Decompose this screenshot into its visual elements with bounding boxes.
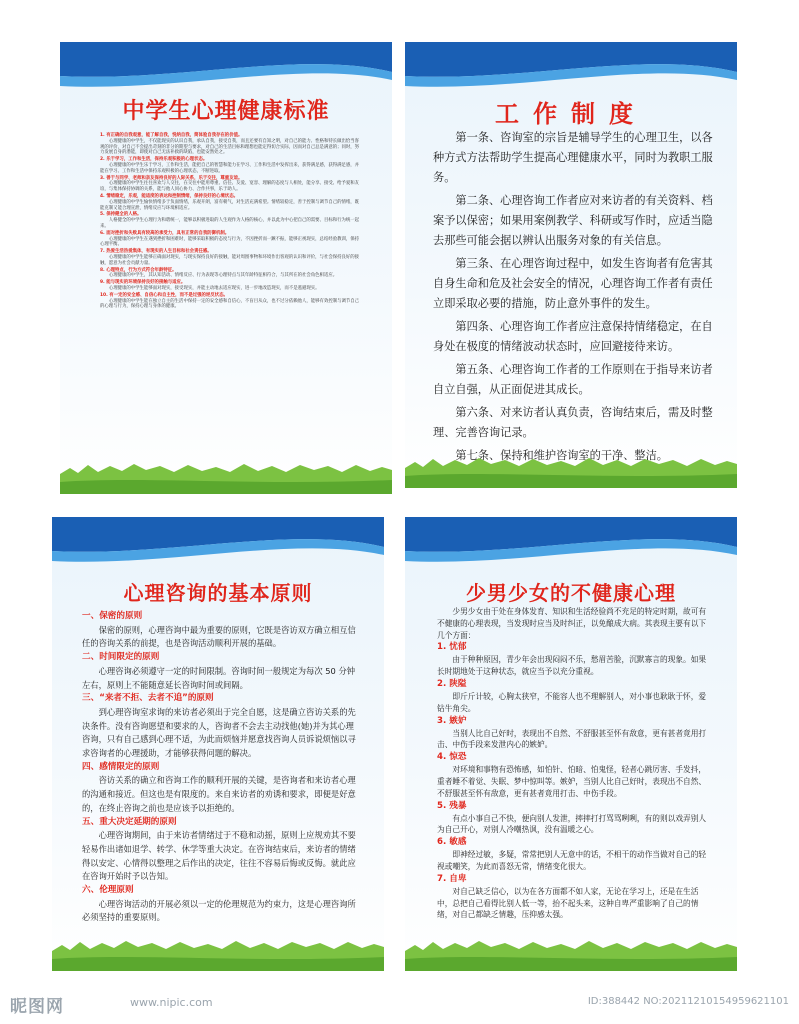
item-text: 心理健康的中学生在遇到挫折和困难时，能够采取积极的态度与行为，不因挫折而一蹶不振，能够正视现实，总结经验教训，保持心理平衡。 — [100, 236, 360, 248]
rule-article: 第四条、心理咨询工作者应注意保持情绪稳定，在自身处在极度的情绪波动状态时，应回避接待来访。 — [433, 320, 713, 353]
item-heading: 五、重大决定延期的原则 — [82, 816, 177, 827]
item-heading: 二、时间限定的原则 — [82, 652, 160, 663]
item-heading: 六、伦理原则 — [82, 885, 134, 896]
item-text: 人格健全的中学生心理行为和谐统一，能够以积极进取的人生观作为人格的核心，并以此为中心把自己的需要、目标和行为统一起来。 — [100, 218, 360, 229]
item-heading: 1. 有正确的自我观意，能了解自我，悦纳自我，简体验自我存在的价值。 — [100, 133, 243, 138]
item-heading: 5. 保持健全的人格。 — [100, 212, 142, 218]
item-heading: 3. 嫉妒 — [437, 715, 467, 726]
intro-paragraph: 少男少女由于处在身体发育、知识和生活经验尚不充足的特定时期，故可有不健康的心理表现，当发现时应当及时纠正，以免酿成大病。其表现主要有以下几个方面： — [437, 607, 707, 640]
standards-list — [100, 132, 360, 310]
unhealthy-list — [437, 606, 713, 921]
item-text: 心理咨询活动的开展必须以一定的伦理规范为约束力，这是心理咨询所必须坚持的重要原则。 — [82, 898, 356, 923]
item-heading: 9. 能与现实的环境保持良好的接触与适应。 — [100, 280, 186, 286]
watermark-logo: 昵图网 — [10, 997, 64, 1017]
item-text: 对自己缺乏信心，以为在各方面都不如人家，无论在学习上，还是在生活中，总把自己看得比别人低一等，抬不起头来，这种自卑严重影响了自己的情绪，对自己都缺乏情趣，压抑感太强。 — [437, 886, 699, 920]
item-text: 即斤斤计较，心胸太狭窄，不能容人也不理解别人，对小事也耿耿于怀，爱钻牛角尖。 — [437, 691, 707, 713]
item-text: 咨访关系的确立和咨询工作的顺利开展的关键，是咨询者和来访者心理的沟通和接近。但这也是有限度的。来自来访者的劝诱和要求，即便是好意的，在终止咨询之前也是应该予以拒绝的。 — [82, 775, 356, 813]
watermark-url: www.nipic.com — [130, 996, 213, 1009]
poster-work-rules — [405, 42, 737, 488]
item-heading: 7. 自卑 — [437, 873, 467, 884]
poster-title: 工作制度 — [495, 100, 647, 128]
item-text: 到心理咨询室求询的来访者必须出于完全自愿，这是确立咨访关系的先决条件。没有咨询愿望和要求的人，咨询者不会去主动找他(她)并为其心理咨询，只有自己感到心理不适，为此而烦恼并愿意找咨询人员诉说烦恼以寻求咨询者的心理援助，才能够获得问题的解决。 — [82, 706, 356, 759]
item-heading: 1. 忧郁 — [437, 642, 467, 653]
item-heading: 一、保密的原则 — [82, 611, 143, 621]
item-text: 心理健康的中学生能在独立自主的生活中保持一定的安全感和自信心，不盲目从众，也不过分依赖他人，能够有效控制与调节自己的心理与行为，保持心理与身体的健康。 — [100, 298, 360, 310]
item-text: 保密的原则，心理咨询中最为重要的原则，它既是咨访双方确立相互信任的咨询关系的前提，也是咨询活动顺利开展的基础。 — [82, 624, 356, 649]
item-text: 当别人比自己好时，表现出不自然、不舒服甚至怀有敌意，更有甚者竟用打击、中伤手段来发泄内心的嫉妒。 — [437, 728, 707, 750]
item-heading: 2. 陕隘 — [437, 678, 467, 689]
poster-title: 心理咨询的基本原则 — [123, 581, 313, 605]
poster-mental-health-standard — [60, 42, 392, 494]
item-text: 有点小事自己不快，便向别人发泄，摔摔打打骂骂咧咧，有的则以戏弄别人为自己开心，对别人冷嘲热讽，没有温暖之心。 — [437, 813, 707, 835]
item-text: 由于种种原因，青少年会出现闷闷不乐，愁眉苦脸，沉默寡言的现象。如果长时期地处于这种状态，就应当予以充分重视。 — [437, 655, 707, 677]
rule-article: 第三条、在心理咨询过程中，如发生咨询者有危害其自身生命和危及社会安全的情况，心理咨询工作者有责任立即采取必要的措施，防止意外事件的发生。 — [433, 257, 713, 310]
item-text: 心理健康的中学生愉快情绪多于负面情绪，乐观开朗，富有朝气，对生活充满希望。情绪较稳定，善于控制与调节自己的情绪，既能克制又能合理宣泄，情绪反应与环境相适应。 — [100, 199, 360, 211]
item-heading: 10. 有一定的安全感、自信心和自主性，而不是过强的逆反状态。 — [100, 292, 228, 298]
item-heading: 4. 情绪稳定，乐观，能适度的表达和控制情绪，保持良好的心境状态。 — [100, 193, 238, 199]
item-text: 心理健康的中学生能够面对现实，接受现实，并能主动地去适应现实，进一步地改造现实，而不是逃避现实。 — [108, 285, 320, 291]
grass-footer — [405, 933, 737, 971]
item-text: 心理咨询必须遵守一定的时间限制。咨询时间一般规定为每次 50 分钟左右，原则上不能随意延长咨询时间或间隔。 — [82, 665, 356, 690]
rule-article: 第一条、咨询室的宗旨是辅导学生的心理卫生，以各种方式方法帮助学生提高心理健康水平，同时为教职工服务。 — [433, 131, 713, 184]
item-text: 心理健康的中学生能够正确面对现实，与现实保持良好的接触，能对周围事物和环境作出客观的认识和评价，与社会保持良好的接触，愿意为社会贡献力量。 — [100, 254, 360, 266]
item-heading: 5. 残暴 — [437, 800, 467, 811]
grass-footer — [405, 450, 737, 488]
rule-article: 第二条、心理咨询工作者应对来访者的有关资料、档案予以保密；如果用案例教学、科研或写作时，应适当隐去那些可能会据以辨认出服务对象的有关信息。 — [433, 194, 713, 247]
item-text: 心理健康的中学生乐于学习，工作和生活，能把自己的智慧和能力在学习、工作和生活中发挥出来，获得满足感，获得满足感，并能在学习、工作和生活中保持乐观积极的心理状态，不断进取。 — [100, 162, 360, 174]
item-heading: 2. 乐于学习，工作和生活，保持乐观积极的心理状态。 — [100, 157, 208, 163]
item-heading: 6. 面对挫折和失败具有较高的承受力，具有正常的自我防御机制。 — [100, 230, 230, 236]
grass-footer — [60, 456, 392, 494]
item-heading: 三、“来者不拒、去者不追”的原则 — [82, 693, 214, 704]
item-text: 即神经过敏，多疑，常常把别人无意中的话，不相干的动作当做对自己的轻视或嘲笑，为此而喜怒无常，情绪变化很大。 — [437, 850, 707, 871]
item-heading: 4. 惊恐 — [437, 752, 467, 763]
item-text: 对环境和事物有恐怖感，如怕针、怕暗、怕鬼怪，轻者心跳厉害、手发抖，重者睡不着觉、失眠、梦中惊叫等。嫉妒，当别人比自己好时，表现出不自然、不舒服甚至怀有敌意，更有甚者竟用打击、中伤手段。 — [437, 765, 707, 798]
item-text: 心理咨询期间，由于来访者情绪过于不稳和动摇，原则上应规劝其不要轻易作出诸如退学、转学、休学等重大决定。在咨询结束后，来访者的情绪得以安定、心情得以整理之后作出的决定，往往不容易后悔或反悔。就此应在咨询开始时予以告知。 — [82, 830, 356, 882]
poster-title: 少男少女的不健康心理 — [466, 581, 676, 605]
principles-list — [82, 610, 356, 925]
poster-counseling-principles — [52, 517, 384, 971]
item-heading: 8. 心理特点，行为方式符合年龄特征。 — [100, 267, 177, 273]
item-text: 心理健康的中学生往往喜欢与人交往，在交往中能用尊重、信任、友爱、宽容、理解的态度与人相处，能分享、接受、给予爱和友谊，与集体保持协调的关系，能与他人同心协力、合作共事，乐于助人。 — [100, 181, 360, 193]
item-heading: 7. 热爱生活热爱集体，有现实的人生目标和社会责任感。 — [100, 249, 212, 255]
watermark-id: ID:388442 NO:20211210154959621101 — [587, 996, 789, 1007]
grass-footer — [52, 933, 384, 971]
item-text: 心理健康的中学生，其认知活动、情绪反应、行为表现等心理特点与其年龄特征相符合，与其所在的社会角色相适应。 — [108, 273, 338, 279]
poster-unhealthy-psychology — [405, 517, 737, 971]
item-text: 心理健康的中学生，不仅能现实的认识自我，承认自我，接受自我，而且还要有自知之明，对自己的能力、性格和特长做出恰当客观的评价，对自己不会提出苛刻的非分的期望与要求，对自己的生活目标和理想也能定得切合实际，因而对自己总是满意的；同时，努力发展自身的潜能，即使对自己无法补救的缺陷，也能安然处之。 — [100, 138, 360, 156]
poster-title: 中学生心理健康标准 — [122, 99, 330, 124]
item-heading: 四、感情限定的原则 — [82, 761, 160, 772]
item-heading: 3. 善于与同学、老师和亲友保持良好的人际关系，乐于交往，尊重友谊。 — [100, 175, 243, 181]
rule-article: 第七条、保持和维护咨询室的干净、整洁。 — [455, 449, 668, 462]
item-heading: 6. 敏感 — [437, 837, 467, 848]
rule-article: 第五条、心理咨询工作者的工作原则在于指导来访者自立自强，从正面促进其成长。 — [433, 363, 713, 396]
rule-article: 第六条、对来访者认真负责，咨询结束后，需及时整理、完善咨询记录。 — [433, 406, 713, 439]
watermark-bar — [0, 986, 799, 1024]
rules-list — [433, 128, 717, 469]
